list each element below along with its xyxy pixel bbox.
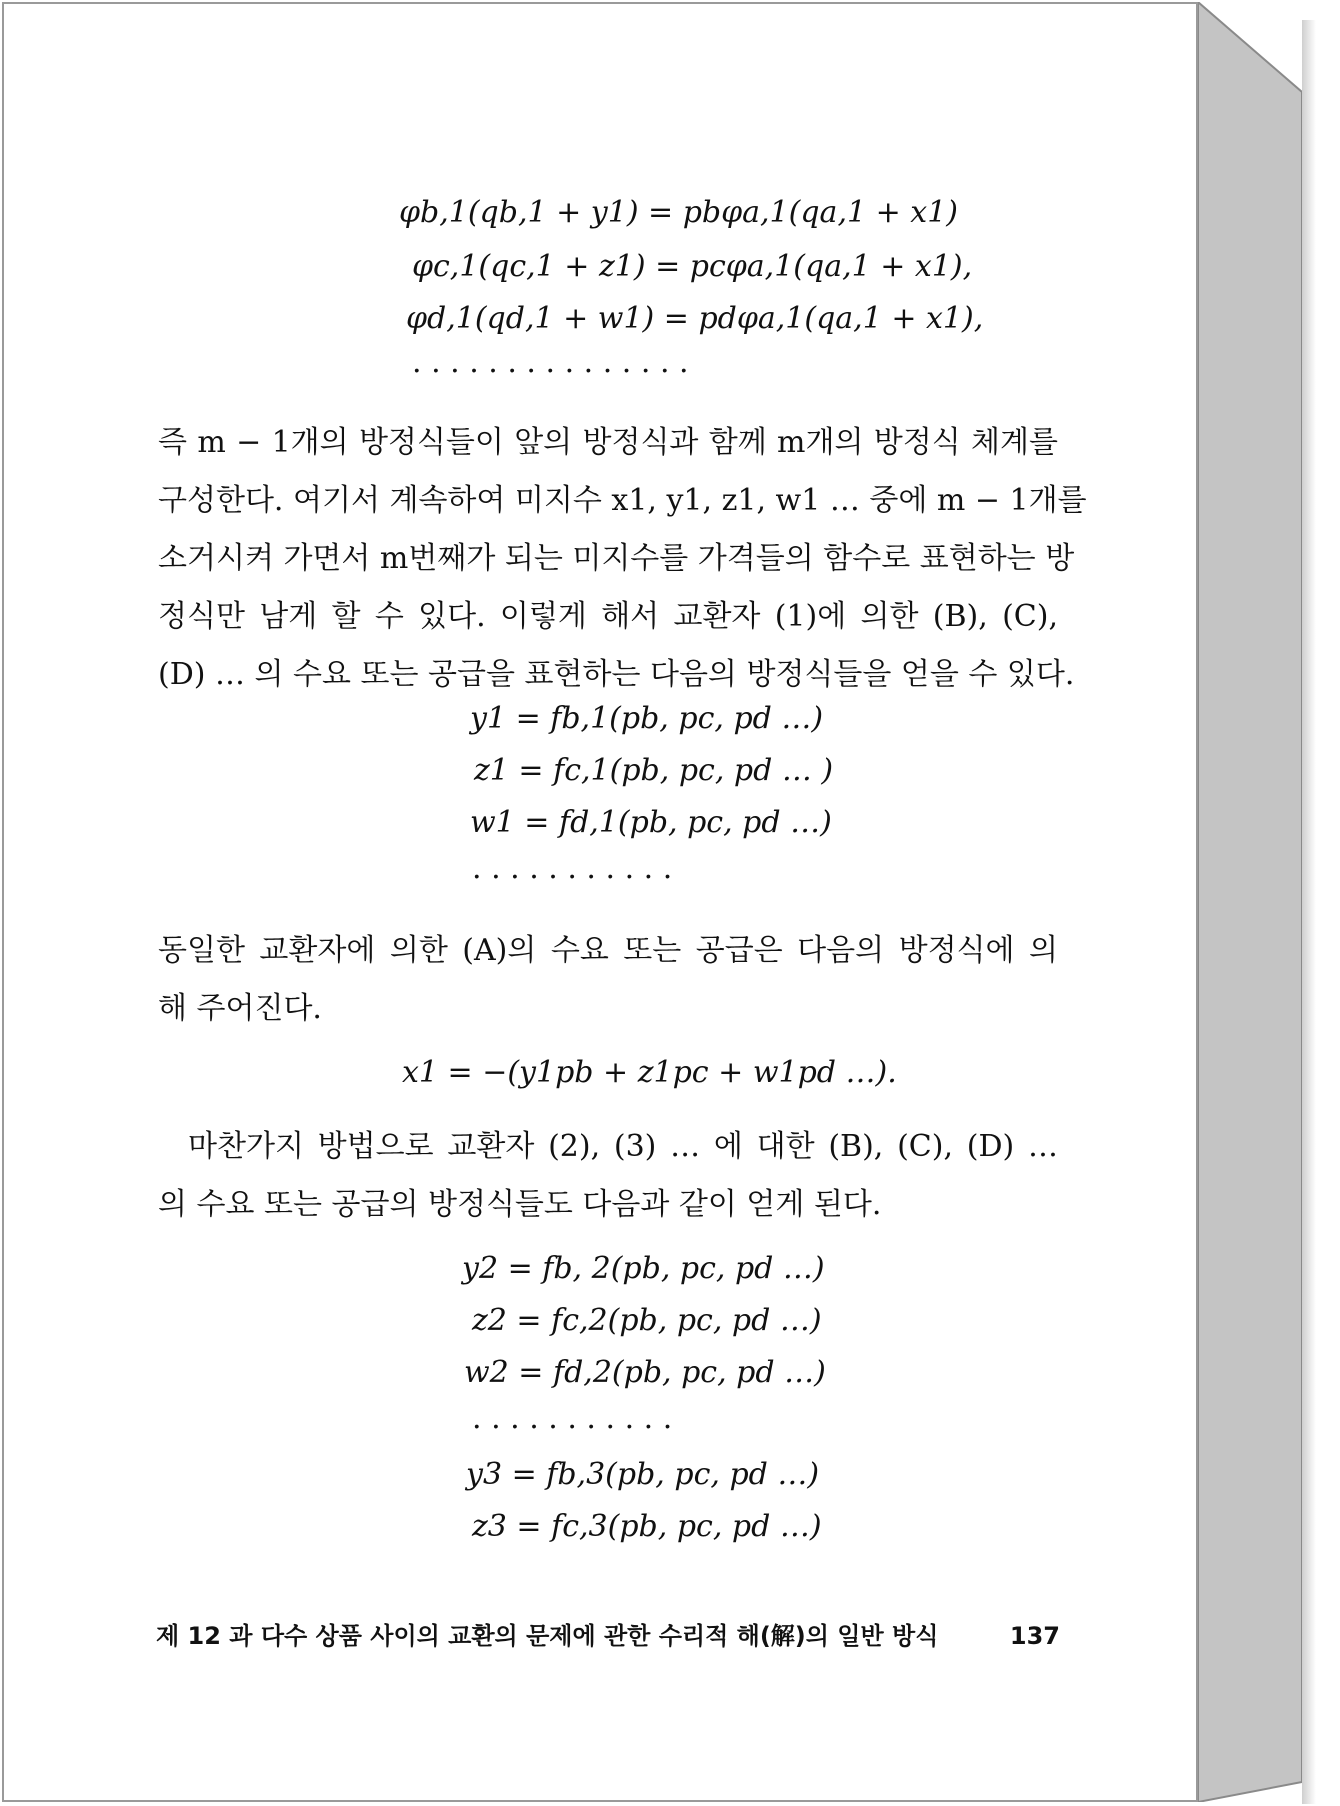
text-line: (D) … 의 수요 또는 공급을 표현하는 다음의 방정식들을 얻을 수 있다. [158, 657, 1075, 692]
text-line: 의 수요 또는 공급의 방정식들도 다음과 같이 얻게 된다. [158, 1187, 882, 1222]
paragraph-3 [158, 1118, 1058, 1234]
equation-line: w1 = fd,1(pb, pc, pd …) [470, 805, 832, 840]
equation-dots: . . . . . . . . . . . . . . . [412, 345, 689, 380]
text-line: 마찬가지 방법으로 교환자 (2), (3) … 에 대한 (B), (C), (D) … [188, 1129, 1058, 1164]
paragraph-2 [158, 922, 1058, 1038]
text-line: 소거시켜 가면서 m번째가 되는 미지수를 가격들의 함수로 표현하는 방 [158, 541, 1075, 576]
equation-dots: . . . . . . . . . . . [472, 851, 673, 886]
text-line: 동일한 교환자에 의한 (A)의 수요 또는 공급은 다음의 방정식에 의 [158, 933, 1058, 968]
paragraph-1 [158, 414, 1087, 704]
equation-line: z3 = fc,3(pb, pc, pd …) [472, 1509, 822, 1544]
text-line: 구성한다. 여기서 계속하여 미지수 x1, y1, z1, w1 … 중에 m − 1개를 [158, 483, 1087, 518]
equation-line: w2 = fd,2(pb, pc, pd …) [464, 1355, 826, 1390]
equation-line: y1 = fb,1(pb, pc, pd …) [470, 701, 824, 736]
text-line: 즉 m − 1개의 방정식들이 앞의 방정식과 함께 m개의 방정식 체계를 [158, 425, 1058, 460]
page-footer [156, 1616, 1060, 1651]
equation-line: x1 = −(y1pb + z1pc + w1pd …). [402, 1055, 897, 1090]
chapter-title: 제 12 과 다수 상품 사이의 교환의 문제에 관한 수리적 해(解)의 일반 방식 [156, 1622, 939, 1650]
page-number: 137 [1009, 1622, 1060, 1650]
equation-line: φb,1(qb,1 + y1) = pbφa,1(qa,1 + x1) [399, 195, 958, 230]
book-edge [1198, 2, 1302, 1802]
equation-line: z1 = fc,1(pb, pc, pd … ) [474, 753, 834, 788]
text-line: 해 주어진다. [158, 991, 322, 1026]
page-shadow [1302, 20, 1316, 1804]
equation-line: z2 = fc,2(pb, pc, pd …) [472, 1303, 822, 1338]
equation-line: y2 = fb, 2(pb, pc, pd …) [462, 1251, 825, 1286]
equation-dots: . . . . . . . . . . . [472, 1401, 673, 1436]
equation-line: φd,1(qd,1 + w1) = pdφa,1(qa,1 + x1), [406, 301, 984, 336]
book-page [2, 2, 1198, 1802]
equation-line: φc,1(qc,1 + z1) = pcφa,1(qa,1 + x1), [412, 249, 973, 284]
equation-line: y3 = fb,3(pb, pc, pd …) [466, 1457, 820, 1492]
text-line: 정식만 남게 할 수 있다. 이렇게 해서 교환자 (1)에 의한 (B), (C), [158, 599, 1058, 634]
